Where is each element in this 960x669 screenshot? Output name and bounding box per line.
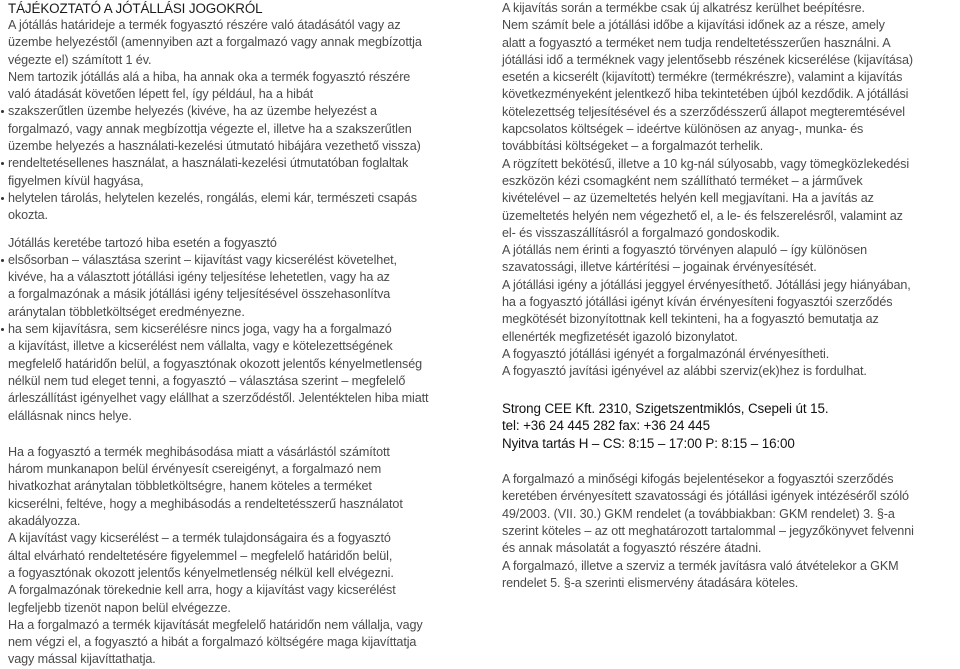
- text-line: a fogyasztónak okozott jelentős kényelmetlenség nélkül kell elvégezni.: [8, 565, 394, 580]
- text-line: kötelezettség teljesítésével és a szerződésszerű állapot megteremtésével: [502, 104, 906, 119]
- text-line: legfeljebb tizenöt napon belül elvégezze.: [8, 600, 231, 615]
- text-line: nem végzi el, a fogyasztó a hibát a forgalmazó költségére maga kijavíttatja: [8, 635, 417, 650]
- text-line: szavatossági, illetve kártérítési – jogainak érvényesítését.: [502, 260, 817, 275]
- list-item: [8, 103, 478, 155]
- text-line: elsősorban – választása szerint – kijavítást vagy kicserélést követelhet,: [8, 252, 397, 267]
- service-company: Strong CEE Kft. 2310, Szigetszentmiklós, Csepeli út 15.: [502, 400, 829, 416]
- intro-paragraph: [8, 17, 478, 69]
- text-line: esetén a kicserélt (kijavított) termékre (termékrészre), valamint a kijavítás: [502, 70, 903, 85]
- text-line: való átadását követően lépett fel, így például, ha a hibát: [8, 87, 314, 102]
- text-line: eszközön kézi csomagként nem szállítható terméket – a járművek: [502, 173, 863, 188]
- repair-time-paragraph: [8, 582, 478, 617]
- right-column: [502, 0, 954, 592]
- text-line: keretében érvényesített szavatossági és jótállási igények intézéséről szóló: [502, 489, 909, 504]
- text-line: megfelelő határidőn belül, a fogyasztónak okozott jelentős kényelmetlenség: [8, 356, 423, 371]
- text-line: A kijavítást vagy kicserélést – a termék tulajdonságaira és a fogyasztó: [8, 531, 391, 546]
- text-line: helytelen tárolás, helytelen kezelés, rongálás, elemi kár, természeti csapás: [8, 190, 417, 205]
- text-line: A forgalmazónak törekednie kell arra, hogy a kijavítást vagy kicserélést: [8, 583, 396, 598]
- claim-seller-line: A fogyasztó jótállási igényét a forgalmazónál érvényesítheti.: [502, 346, 830, 361]
- text-line: Ha a fogyasztó a termék meghibásodása miatt a vásárlástól számított: [8, 444, 390, 459]
- replacement-paragraph: [8, 444, 478, 530]
- text-line: kicserélni, feltéve, hogy a meghibásodás a rendeltetésszerű használatot: [8, 496, 403, 511]
- text-line: el- és visszaszállításról a forgalmazó gondoskodik.: [502, 225, 780, 240]
- text-line: szakszerűtlen üzembe helyezés (kivéve, ha az üzembe helyezést a: [8, 104, 377, 119]
- list-item: [8, 190, 478, 225]
- repair-goal-paragraph: [8, 530, 478, 582]
- list-item: [8, 155, 478, 190]
- text-line: A jótállás nem érinti a fogyasztó törvényen alapuló – így különösen: [502, 243, 868, 258]
- exclusions-list: [8, 103, 478, 224]
- text-line: aránytalan többletköltséget eredményezne.: [8, 304, 245, 319]
- text-line: és annak másolatát a fogyasztó részére átadni.: [502, 541, 762, 556]
- text-line: A forgalmazó, illetve a szerviz a termék javításra való átvételekor a GKM: [502, 558, 899, 573]
- claim-service-line: A fogyasztó javítási igényével az alábbi szerviz(ek)hez is fordulhat.: [502, 364, 867, 379]
- service-contact: [502, 400, 954, 453]
- text-line: kivételével – az üzemeltetés helyén kell megjavítani. Ha a javítás az: [502, 191, 874, 206]
- claim-paragraph: [502, 277, 954, 346]
- text-line: rendelet 5. §-a szerinti elismervény átadására köteles.: [502, 575, 799, 590]
- fixed-installed-paragraph: [502, 156, 954, 242]
- text-line: a forgalmazónak a másik jótállási igény teljesítésével összehasonlítva: [8, 287, 391, 302]
- spacer: [8, 225, 478, 235]
- left-column: [8, 0, 478, 669]
- text-line: okozta.: [8, 208, 48, 223]
- text-line: árleszállítást igényelhet vagy elállhat a szerződéstől. Jelentéktelen hiba miatt: [8, 391, 429, 406]
- text-line: elállásnak nincs helye.: [8, 408, 132, 423]
- spacer: [8, 435, 478, 444]
- text-line: A forgalmazó a minőségi kifogás bejelentésekor a fogyasztói szerződés: [502, 472, 894, 487]
- service-phone: tel: +36 24 445 282 fax: +36 24 445: [502, 418, 710, 434]
- text-line: A jótállási igény a jótállási jeggyel érvényesíthető. Jótállási jegy hiányában,: [502, 277, 911, 292]
- text-line: üzemeltetés helyén nem végezhető el, a le- és felszerelésről, valamint az: [502, 208, 903, 223]
- text-line: figyelmen kívül hagyása,: [8, 173, 144, 188]
- text-line: szerint köteles – az ott meghatározott tartalommal – jegyzőkönyvet felvenni: [502, 523, 914, 538]
- spacer: [502, 462, 954, 471]
- text-line: ellenérték megfizetését igazoló bizonylatot.: [502, 329, 738, 344]
- text-line: által elvárható rendeltetésére figyelemmel – megfelelő határidőn belül,: [8, 548, 393, 563]
- text-line: rendeltetésellenes használat, a használati-kezelési útmutatóban foglaltak: [8, 156, 409, 171]
- text-line: hivatkozhat aránytalan többletköltségre, hanem köteles a terméket: [8, 479, 372, 494]
- text-line: akadályozza.: [8, 514, 81, 529]
- text-line: ha sem kijavításra, sem kicserélésre nincs joga, vagy ha a forgalmazó: [8, 322, 392, 337]
- text-line: végezte el) számított 1 év.: [8, 52, 152, 67]
- period-extension-paragraph: [502, 0, 954, 156]
- text-line: 49/2003. (VII. 30.) GKM rendelet (a továbbiakban: GKM rendelet) 3. §-a: [502, 506, 895, 521]
- text-line: A jótállás határideje a termék fogyasztó részére való átadásától vagy az: [8, 18, 401, 32]
- text-line: következményeként jelentkező hiba tekintetében újból kezdődik. A jótállási: [502, 87, 909, 102]
- list-item: [8, 252, 478, 321]
- text-line: megkötését bizonyítottnak kell tekinteni, ha a fogyasztó bemutatja az: [502, 312, 879, 327]
- acknowledgement-paragraph: [502, 558, 954, 593]
- statutory-paragraph: [502, 242, 954, 277]
- text-line: alatt a fogyasztó a terméket nem tudja rendeltetésszerűen használni. A: [502, 35, 891, 50]
- refusal-paragraph: [8, 617, 478, 669]
- text-line: forgalmazó, vagy annak megbízottja végezte el, illetve ha a szakszerűtlen: [8, 121, 412, 136]
- spacer: [502, 381, 954, 391]
- spacer: [502, 452, 954, 462]
- text-line: Nem számít bele a jótállási időbe a kijavítási időnek az a része, amely: [502, 18, 885, 33]
- text-line: Ha a forgalmazó a termék kijavítását megfelelő határidőn nem vállalja, vagy: [8, 617, 423, 632]
- text-line: üzembe helyezés a használati-kezelési útmutató hibájára vezethető vissza): [8, 139, 421, 154]
- exclusions-paragraph: [8, 69, 478, 104]
- text-line: A rögzített bekötésű, illetve a 10 kg-nál súlyosabb, vagy tömegközlekedési: [502, 156, 910, 171]
- regulation-paragraph: [502, 471, 954, 557]
- text-line: továbbítási költségeket – a forgalmazót terhelik.: [502, 139, 764, 154]
- text-line: három munkanapon belül érvényesít csereigényt, a forgalmazó nem: [8, 462, 382, 477]
- text-line: A kijavítás során a termékbe csak új alkatrész kerülhet beépítésre.: [502, 1, 865, 15]
- text-line: Nem tartozik jótállás alá a hiba, ha annak oka a termék fogyasztó részére: [8, 69, 411, 84]
- list-item: [8, 321, 478, 425]
- text-line: üzembe helyezéstől (amennyiben azt a forgalmazó vagy annak megbízottja: [8, 35, 422, 50]
- text-line: vagy mással kijavíttathatja.: [8, 652, 156, 667]
- text-line: a kijavítást, illetve a kicserélést nem vállalta, vagy e kötelezettségének: [8, 339, 393, 354]
- text-line: ha a fogyasztó jótállási igényt kíván érvényesíteni fogyasztói szerződés: [502, 295, 893, 310]
- spacer: [8, 425, 478, 435]
- rights-list: [8, 252, 478, 425]
- rights-intro: Jótállás keretébe tartozó hiba esetén a fogyasztó: [8, 235, 277, 250]
- spacer: [502, 391, 954, 400]
- text-line: nélkül nem tud eleget tenni, a fogyasztó – választása szerint – megfelelő: [8, 373, 406, 388]
- document-title: TÁJÉKOZTATÓ A JÓTÁLLÁSI JOGOKRÓL: [8, 1, 263, 16]
- service-hours: Nyitva tartás H – CS: 8:15 – 17:00 P: 8:15 – 16:00: [502, 435, 795, 451]
- text-line: kivéve, ha a választott jótállási igény teljesítése lehetetlen, vagy ha az: [8, 270, 390, 285]
- text-line: kapcsolatos költségek – ideértve különösen az anyag-, munka- és: [502, 122, 864, 137]
- text-line: jótállási idő a terméknek vagy jelentősebb részének kicserélése (kijavítása): [502, 52, 913, 67]
